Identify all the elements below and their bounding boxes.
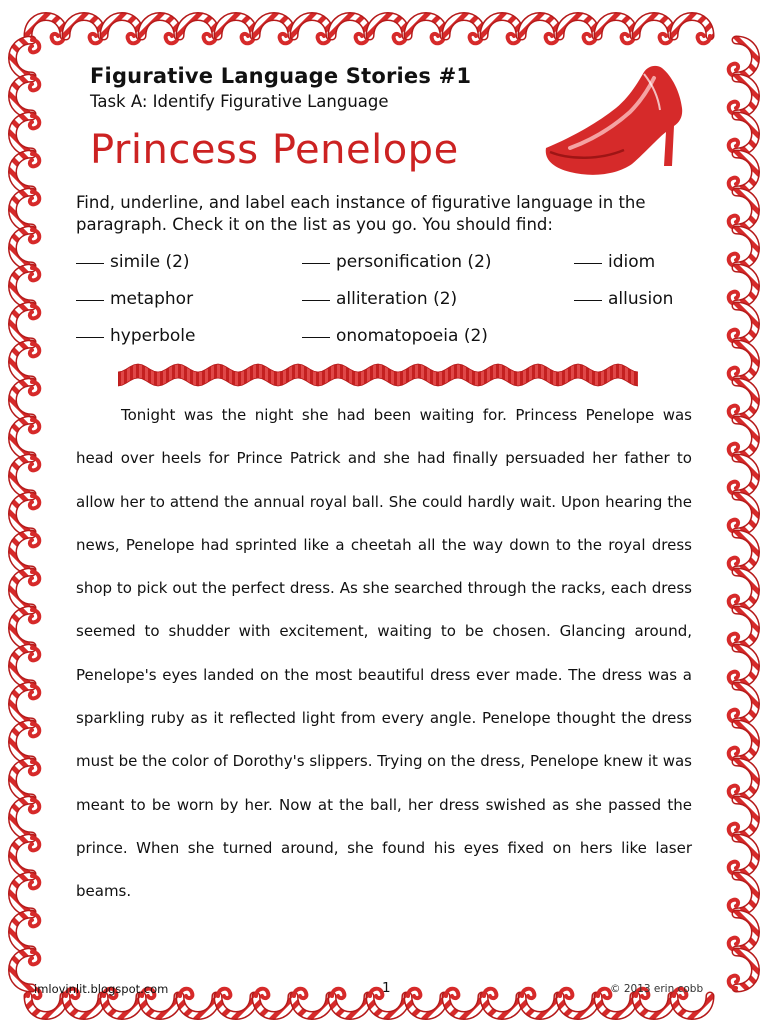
border-swirl: [13, 572, 40, 608]
instructions-text: Find, underline, and label each instance of figurative language in the paragraph. Check it on the list as you go. You should find:: [76, 193, 646, 234]
border-swirl: [66, 17, 102, 44]
border-swirl: [13, 458, 40, 494]
border-swirl: [13, 648, 40, 684]
border-swirl: [446, 989, 482, 1016]
border-swirl: [370, 17, 406, 44]
border-swirl: [522, 17, 558, 44]
border-swirl: [729, 686, 756, 722]
border-swirl: [218, 17, 254, 44]
border-swirl: [13, 116, 40, 152]
border-swirl: [729, 154, 756, 190]
border-swirl: [729, 230, 756, 266]
checklist-label: metaphor: [110, 289, 194, 309]
border-swirl: [13, 534, 40, 570]
border-swirl: [180, 17, 216, 44]
border-swirl: [729, 876, 756, 912]
border-swirl: [674, 17, 710, 44]
border-swirl: [294, 17, 330, 44]
border-swirl: [13, 192, 40, 228]
border-swirl: [13, 914, 40, 950]
border-swirl: [729, 420, 756, 456]
checklist-label: idiom: [608, 252, 656, 272]
series-title: Figurative Language Stories #1: [90, 64, 472, 88]
border-swirl: [332, 989, 368, 1016]
border-swirl: [256, 17, 292, 44]
border-swirl: [13, 876, 40, 912]
border-swirl: [729, 914, 756, 950]
border-swirl: [729, 268, 756, 304]
border-swirl: [13, 838, 40, 874]
border-swirl: [256, 989, 292, 1016]
border-swirl: [180, 989, 216, 1016]
checklist-label: hyperbole: [110, 326, 196, 346]
border-swirl: [729, 572, 756, 608]
border-swirl: [729, 78, 756, 114]
task-title: Task A: Identify Figurative Language: [90, 92, 389, 111]
figurative-checklist: [76, 252, 696, 362]
story-title: Princess Penelope: [90, 127, 459, 173]
check-blank[interactable]: [574, 300, 602, 301]
border-swirl: [729, 458, 756, 494]
checklist-item-metaphor[interactable]: [76, 289, 193, 309]
border-swirl: [729, 534, 756, 570]
check-blank[interactable]: [76, 263, 104, 264]
border-swirl: [13, 686, 40, 722]
border-swirl: [13, 800, 40, 836]
border-swirl: [13, 610, 40, 646]
border-swirl: [729, 344, 756, 380]
border-swirl: [408, 989, 444, 1016]
checklist-label: simile (2): [110, 252, 190, 272]
border-swirl: [13, 230, 40, 266]
border-swirl: [13, 724, 40, 760]
border-swirl: [104, 17, 140, 44]
border-swirl: [13, 344, 40, 380]
checklist-item-simile[interactable]: [76, 252, 190, 272]
checklist-label: onomatopoeia (2): [336, 326, 488, 346]
checklist-item-hyperbole[interactable]: [76, 326, 195, 346]
border-swirl: [729, 40, 756, 76]
footer-page-number: 1: [382, 980, 391, 996]
checklist-item-personification[interactable]: [302, 252, 492, 272]
footer-copyright: © 2013 erin cobb: [610, 983, 704, 995]
red-ribbon-divider: [118, 360, 638, 390]
checklist-label: personification (2): [336, 252, 492, 272]
border-swirl: [729, 496, 756, 532]
check-blank[interactable]: [302, 300, 330, 301]
border-swirl: [729, 116, 756, 152]
border-swirl: [13, 154, 40, 190]
check-blank[interactable]: [76, 300, 104, 301]
border-swirl: [729, 192, 756, 228]
footer-website: imlovinlit.blogspot.com: [34, 982, 169, 996]
border-swirl: [729, 838, 756, 874]
border-swirl: [332, 17, 368, 44]
border-swirl: [598, 17, 634, 44]
border-swirl: [13, 762, 40, 798]
checklist-label: allusion: [608, 289, 674, 309]
border-swirl: [13, 382, 40, 418]
story-paragraph: Tonight was the night she had been waiting for. Princess Penelope was head over heels for Prince Patrick and she had finally persuaded her father to allow her to attend the annual royal ball. She could hardly wait. Upon hearing the news, Penelope had sprinted like a cheetah all the way down to the royal dress shop to pick out the perfect dress. As she searched through the racks, each dress seemed to shudder with excitement, waiting to be chosen. Glancing around, Penelope's eyes landed on the most beautiful dress ever made. The dress was a sparkling ruby as it reflected light from every angle. Penelope thought the dress must be the color of Dorothy's slippers. Trying on the dress, Penelope knew it was meant to be worn by her. Now at the ball, her dress swished as she passed the prince. When she turned around, she found his eyes fixed on hers like laser beams.: [76, 406, 692, 901]
red-high-heel-shoe-icon: [540, 56, 690, 184]
border-swirl: [729, 800, 756, 836]
border-swirl: [729, 382, 756, 418]
checklist-item-onomatopoeia[interactable]: [302, 326, 488, 346]
border-swirl: [218, 989, 254, 1016]
border-swirl: [446, 17, 482, 44]
checklist-item-idiom[interactable]: [574, 252, 655, 272]
border-swirl: [636, 17, 672, 44]
border-swirl: [484, 989, 520, 1016]
border-swirl: [729, 648, 756, 684]
border-swirl: [13, 40, 40, 76]
border-swirl: [13, 268, 40, 304]
border-swirl: [13, 420, 40, 456]
checklist-item-allusion[interactable]: [574, 289, 673, 309]
border-swirl: [560, 17, 596, 44]
border-swirl: [142, 17, 178, 44]
border-swirl: [729, 306, 756, 342]
border-swirl: [560, 989, 596, 1016]
check-blank[interactable]: [302, 337, 330, 338]
border-swirl: [729, 762, 756, 798]
border-swirl: [729, 724, 756, 760]
border-swirl: [729, 610, 756, 646]
border-swirl: [13, 78, 40, 114]
border-swirl: [729, 952, 756, 988]
border-swirl: [13, 496, 40, 532]
check-blank[interactable]: [302, 263, 330, 264]
border-swirl: [13, 306, 40, 342]
check-blank[interactable]: [574, 263, 602, 264]
checklist-label: alliteration (2): [336, 289, 458, 309]
checklist-item-alliteration[interactable]: [302, 289, 457, 309]
border-swirl: [294, 989, 330, 1016]
border-swirl: [522, 989, 558, 1016]
check-blank[interactable]: [76, 337, 104, 338]
border-swirl: [408, 17, 444, 44]
border-swirl: [484, 17, 520, 44]
